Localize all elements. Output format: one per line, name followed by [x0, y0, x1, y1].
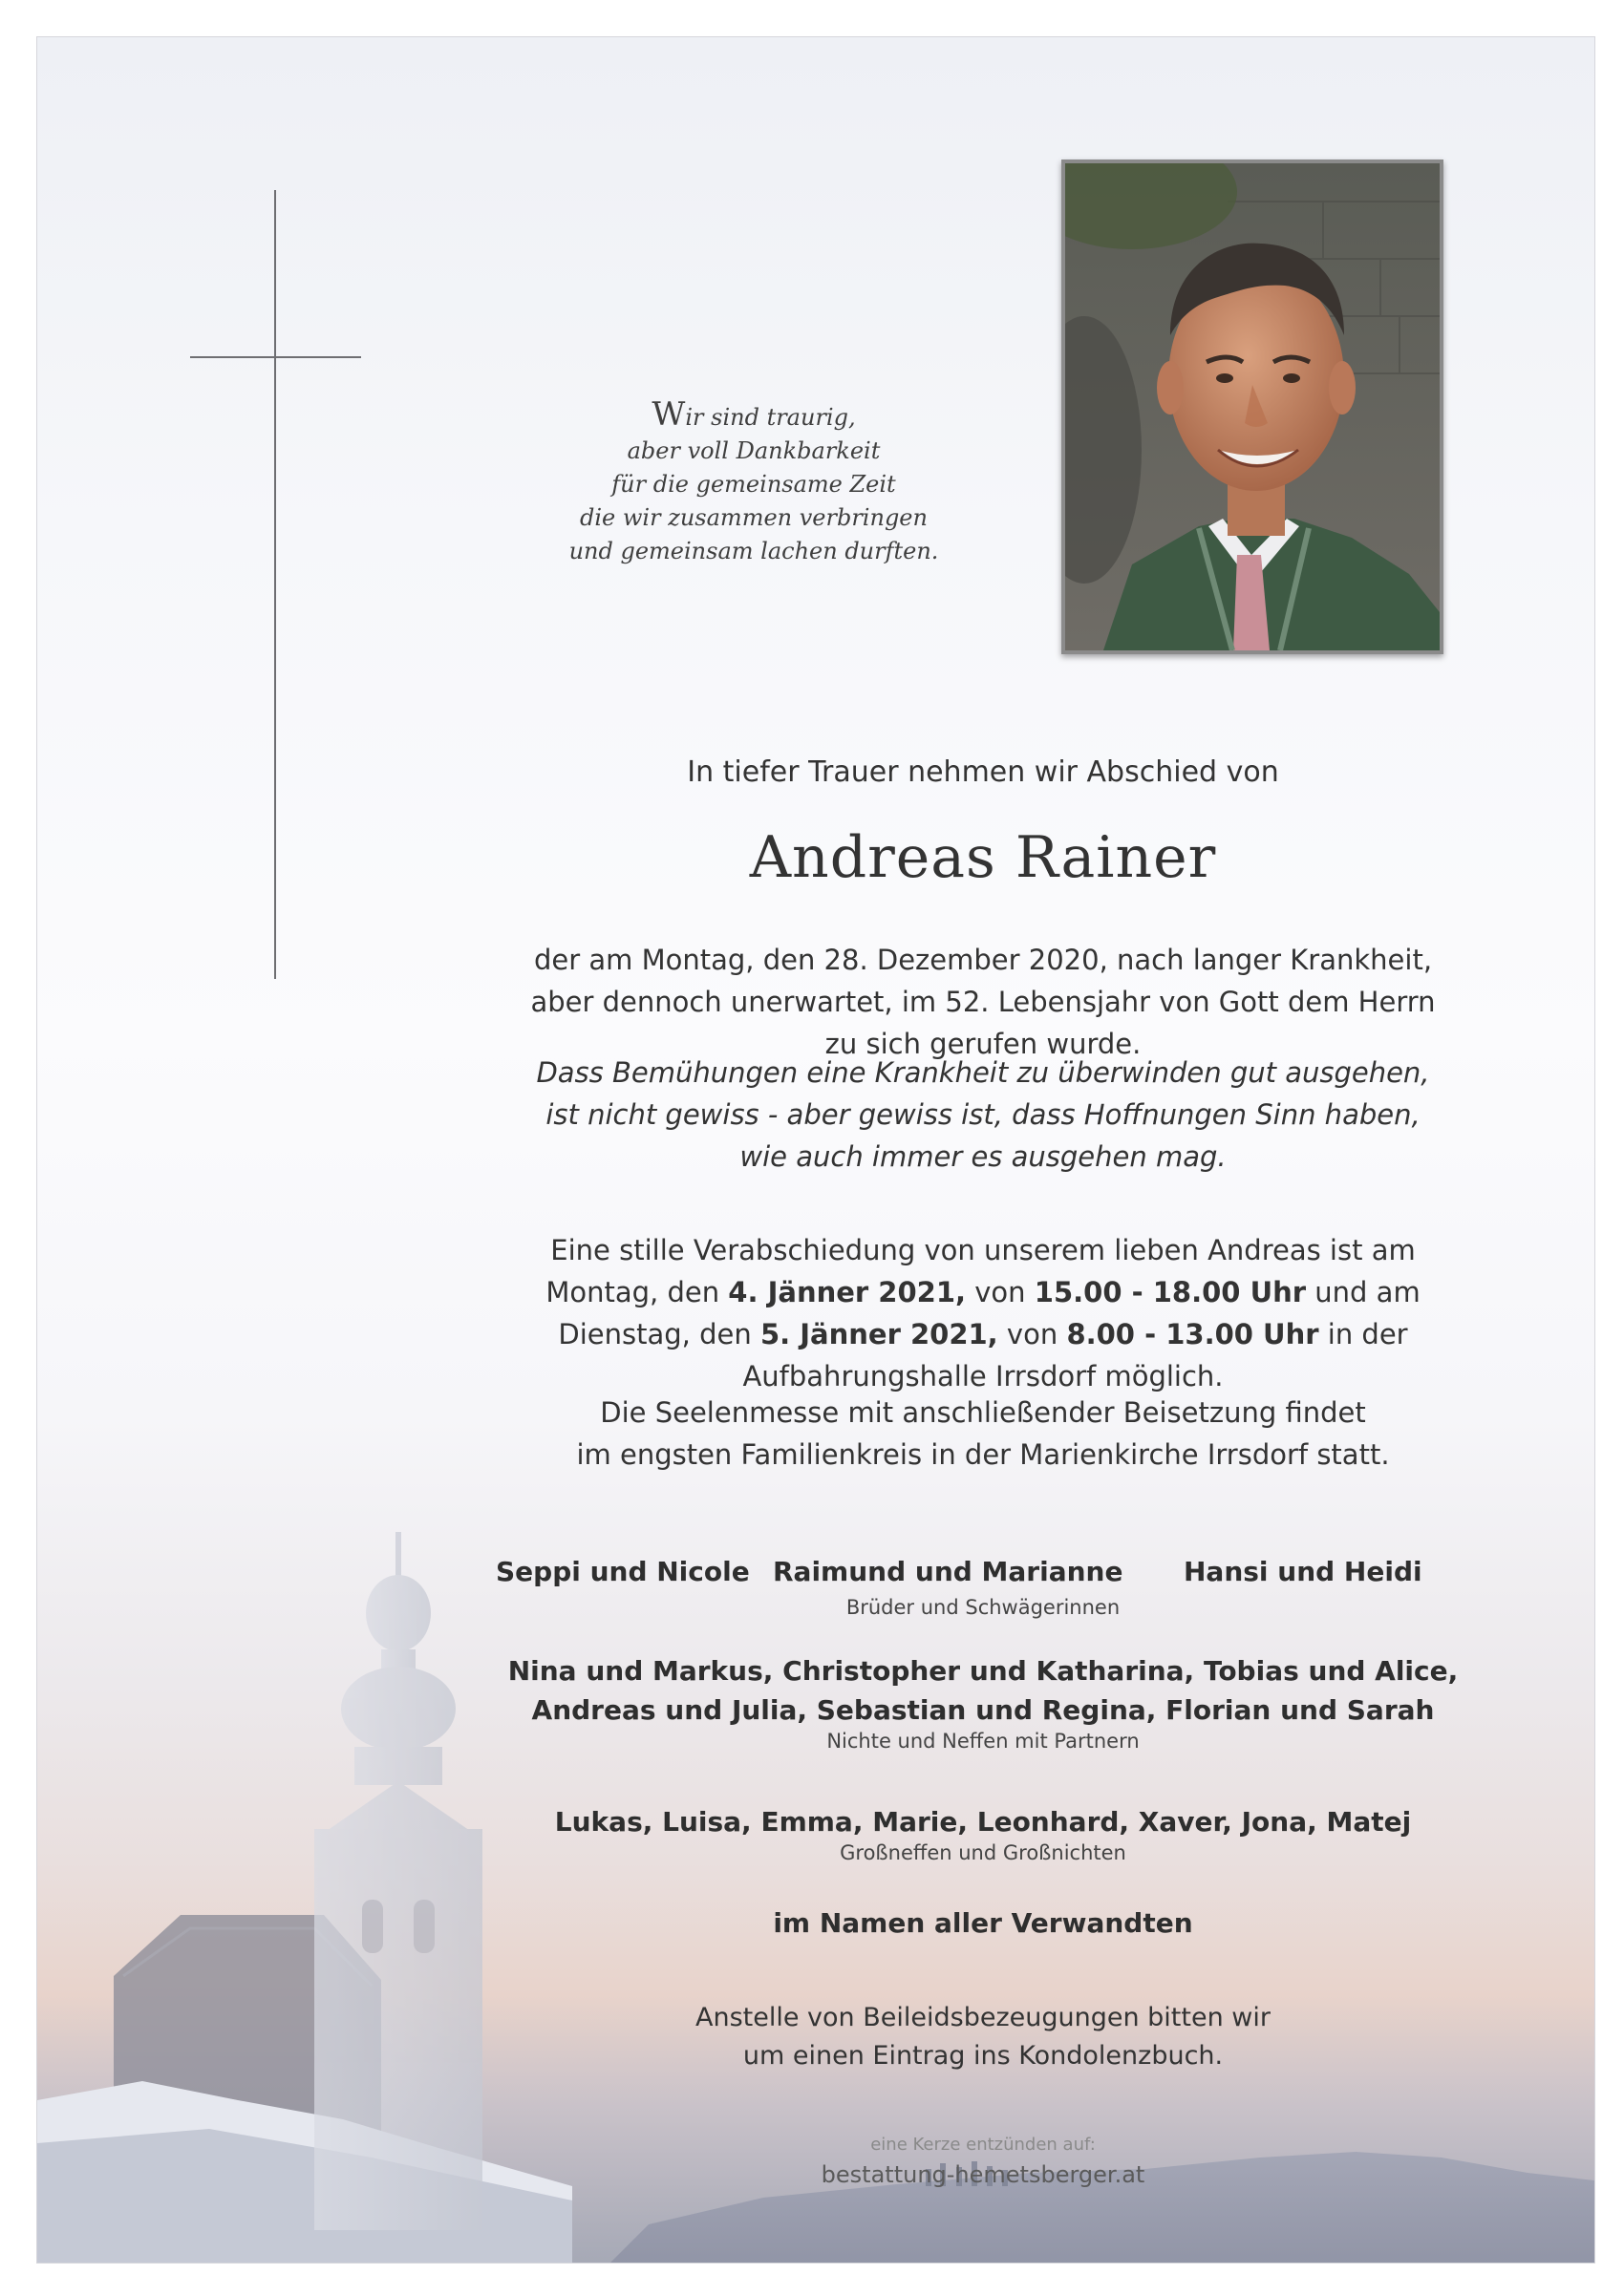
- farewell-date-2: 5. Jänner 2021,: [759, 1318, 998, 1350]
- relatives-line: im Namen aller Verwandten: [773, 1907, 1193, 1939]
- nephews-block: [477, 1651, 1489, 1753]
- nephews-line-2: Andreas und Julia, Sebastian und Regina, Florian und Sarah: [531, 1694, 1435, 1726]
- portrait-illustration: [1065, 163, 1440, 650]
- farewell-date-1: 4. Jänner 2021,: [728, 1276, 967, 1308]
- deceased-name: Andreas Rainer: [749, 824, 1217, 891]
- quote-dropcap: W: [652, 395, 686, 434]
- farewell-text: Dienstag, den: [558, 1318, 760, 1350]
- sibling-name: Raimund und Marianne: [773, 1556, 1123, 1587]
- condolence-line-2: um einen Eintrag ins Kondolenzbuch.: [742, 2041, 1224, 2071]
- verse-line-1: Dass Bemühungen eine Krankheit zu überwinden gut ausgehen,: [536, 1056, 1430, 1089]
- portrait-photo: [1061, 159, 1443, 654]
- memorial-quote: [496, 395, 1012, 568]
- obituary-card: [36, 36, 1595, 2264]
- cross-horizontal-beam: [190, 356, 361, 358]
- farewell-details: [477, 1229, 1489, 1397]
- farewell-line-2: [477, 1271, 1489, 1313]
- cross-vertical-beam: [274, 190, 276, 979]
- death-notice: [477, 939, 1489, 1065]
- farewell-time-2: 8.00 - 13.00 Uhr: [1066, 1318, 1319, 1350]
- farewell-text: von: [997, 1318, 1067, 1350]
- death-notice-line-3: zu sich gerufen wurde.: [824, 1028, 1142, 1060]
- condolence-line-1: Anstelle von Beileidsbezeugungen bitten wir: [695, 2003, 1271, 2032]
- condolence-note: [477, 1999, 1489, 2075]
- farewell-text: von: [966, 1276, 1035, 1308]
- verse-line-2: ist nicht gewiss - aber gewiss ist, dass Hoffnungen Sinn haben,: [545, 1098, 1421, 1131]
- farewell-time-1: 15.00 - 18.00 Uhr: [1034, 1276, 1307, 1308]
- quote-line-2: aber voll Dankbarkeit: [627, 437, 881, 464]
- grandnephews-block: [477, 1802, 1489, 1864]
- grandnephews-line: Lukas, Luisa, Emma, Marie, Leonhard, Xaver, Jona, Matej: [554, 1806, 1412, 1838]
- quote-line-1-text: ir sind traurig,: [685, 404, 856, 431]
- verse-line-3: wie auch immer es ausgehen mag.: [739, 1140, 1227, 1173]
- siblings-caption: Brüder und Schwägerinnen: [845, 1596, 1121, 1619]
- grandnephews-caption: Großneffen und Großnichten: [840, 1841, 1126, 1864]
- farewell-line-1: Eine stille Verabschiedung von unserem lieben Andreas ist am: [550, 1234, 1416, 1266]
- quote-line-1: [496, 395, 1012, 435]
- farewell-line-3: [477, 1313, 1489, 1355]
- death-notice-line-1: der am Montag, den 28. Dezember 2020, nach langer Krankheit,: [533, 944, 1433, 976]
- candle-label: eine Kerze entzünden auf:: [870, 2135, 1096, 2155]
- farewell-text: in der: [1318, 1318, 1408, 1350]
- nephews-line-1: Nina und Markus, Christopher und Katharina, Tobias und Alice,: [507, 1655, 1459, 1687]
- mass-line-1: Die Seelenmesse mit anschließender Beisetzung findet: [600, 1396, 1366, 1429]
- farewell-text: und am: [1306, 1276, 1421, 1308]
- consolation-verse: [477, 1052, 1489, 1178]
- quote-line-4: die wir zusammen verbringen: [580, 504, 928, 531]
- death-notice-line-2: aber dennoch unerwartet, im 52. Lebensjahr von Gott dem Herrn: [530, 986, 1436, 1018]
- sibling-name: Hansi und Heidi: [1184, 1556, 1422, 1587]
- sibling-name: Seppi und Nicole: [496, 1556, 750, 1587]
- farewell-text: Montag, den: [545, 1276, 729, 1308]
- quote-line-5: und gemeinsam lachen durften.: [568, 538, 939, 564]
- intro-line: In tiefer Trauer nehmen wir Abschied von: [687, 755, 1279, 789]
- website-link[interactable]: bestattung-hemetsberger.at: [821, 2161, 1145, 2188]
- mass-line-2: im engsten Familienkreis in der Marienkirche Irrsdorf statt.: [576, 1438, 1390, 1471]
- farewell-line-4: Aufbahrungshalle Irrsdorf möglich.: [742, 1360, 1224, 1392]
- quote-line-3: für die gemeinsame Zeit: [611, 471, 896, 498]
- nephews-caption: Nichte und Neffen mit Partnern: [826, 1730, 1140, 1753]
- mass-details: [477, 1392, 1489, 1476]
